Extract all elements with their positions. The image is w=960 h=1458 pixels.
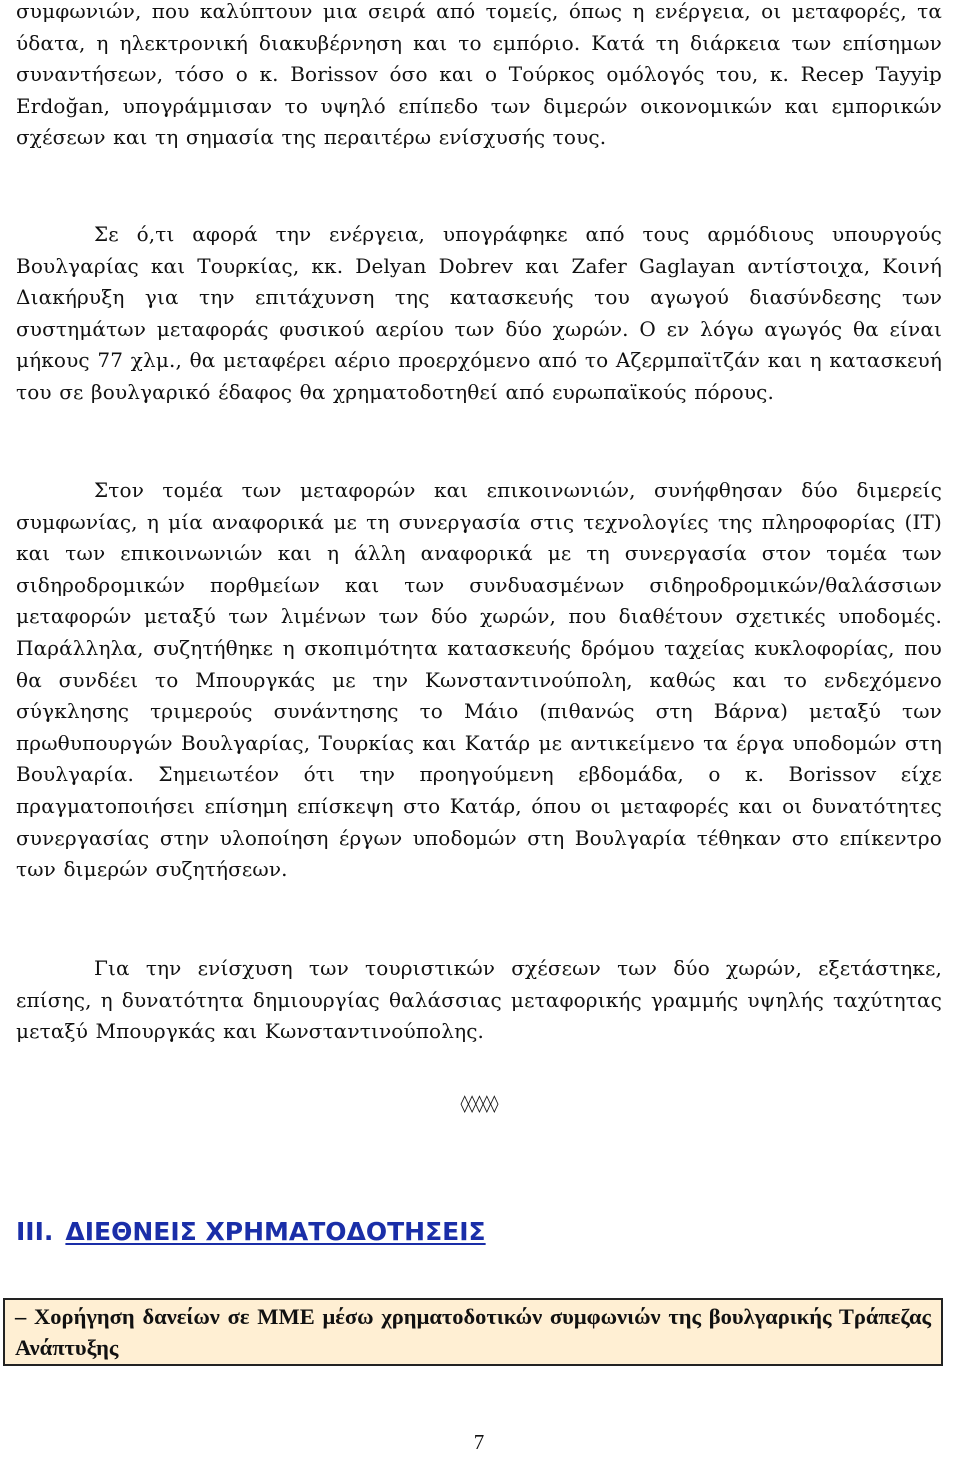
section-number: III. [16,1217,54,1246]
section-separator: ◊◊◊◊◊ [460,1094,498,1114]
paragraph-tourism: Για την ενίσχυση των τουριστικών σχέσεων των δύο χωρών, εξετάστηκε, επίσης, η δυνατότητα δημιουργίας θαλάσσιας μεταφορικής γραμμής υψηλής ταχύτητας μεταξύ Μπουργκάς και Κωνσταντινούπολης. [16,956,942,1044]
paragraph-energy: Σε ό,τι αφορά την ενέργεια, υπογράφηκε από τους αρμόδιους υπουργούς Βουλγαρίας και Τουρκίας, κκ. Delyan Dobrev και Zafer Gaglayan αντίστοιχα, Κοινή Διακήρυξη για την επιτάχυνση της κατασκευής του αγωγού διασύνδεσης των συστημάτων μεταφοράς φυσικού αερίου των δύο χωρών. Ο εν λόγω αγωγός θα είναι μήκους 77 χλμ., θα μεταφέρει αέριο προερχόμενο από το Αζερμπαϊτζάν και η κατασκευή του σε βουλγαρικό έδαφος θα χρηματοδοτηθεί από ευρωπαϊκούς πόρους. [16,222,942,404]
section-heading [16,1216,942,1248]
paragraph-agreements-continued: συμφωνιών, που καλύπτουν μια σειρά από τομείς, όπως η ενέργεια, οι μεταφορές, τα ύδατα, η ηλεκτρονική διακυβέρνηση και το εμπόριο. Κατά τη διάρκεια των επίσημων συναντήσεων, τόσο ο κ. Borissov όσο και ο Τούρκος ομόλογός του, κ. Recep Tayyip Erdoğan, υπογράμμισαν το υψηλό επίπεδο των διμερών οικονομικών και εμπορικών σχέσεων και τη σημασία της περαιτέρω ενίσχυσής τους. [16,0,942,150]
page-number: 7 [473,1430,485,1454]
section-title: ΔΙΕΘΝΕΙΣ ΧΡΗΜΑΤΟΔΟΤΗΣΕΙΣ [65,1217,486,1246]
subsection-boxed-title: – Χορήγηση δανείων σε ΜΜΕ μέσω χρηματοδοτικών συμφωνιών της βουλγαρικής Τράπεζας Ανάπτυξης [3,1298,943,1366]
paragraph-transport-communications: Στον τομέα των μεταφορών και επικοινωνιών, συνήφθησαν δύο διμερείς συμφωνίας, η μία αναφορικά με τη συνεργασία στις τεχνολογίες της πληροφορίας (IT) και των επικοινωνιών και η άλλη αναφορικά με τη συνεργασία στον τομέα των σιδηροδρομικών πορθμείων και των συνδυασμένων σιδηροδρομικών/θαλάσσιων μεταφορών μεταξύ των λιμένων των δύο χωρών, που διαθέτουν σχετικές υποδομές. Παράλληλα, συζητήθηκε η σκοπιμότητα κατασκευής δρόμου ταχείας κυκλοφορίας, που θα συνδέει το Μπουργκάς με την Κωνσταντινούπολη, καθώς και το ενδεχόμενο σύγκλησης τριμερούς συνάντησης το Μάιο (πιθανώς στη Βάρνα) μεταξύ των πρωθυπουργών Βουλγαρίας, Τουρκίας και Κατάρ με αντικείμενο τα έργα υποδομών στη Βουλγαρία. Σημειωτέον ότι την προηγούμενη εβδομάδα, ο κ. Borissov είχε πραγματοποιήσει επίσημη επίσκεψη στο Κατάρ, όπου οι μεταφορές και οι δυνατότητες συνεργασίας στην υλοποίηση έργων υποδομών στη Βουλγαρία τέθηκαν στο επίκεντρο των διμερών συζητήσεων. [16,478,942,882]
